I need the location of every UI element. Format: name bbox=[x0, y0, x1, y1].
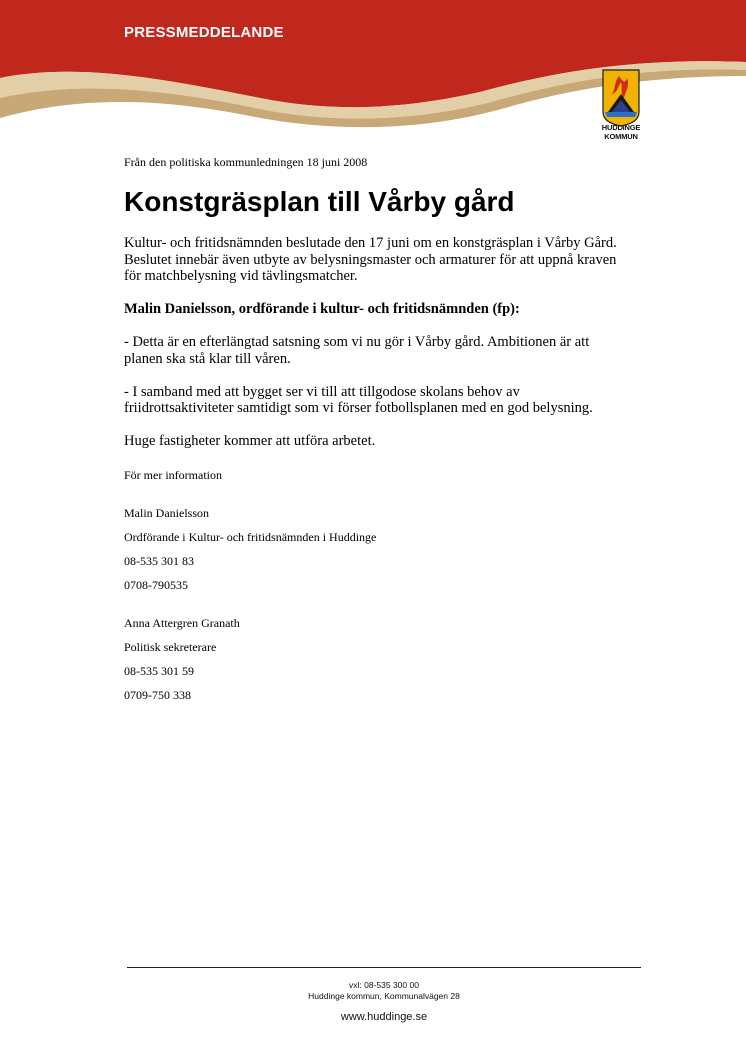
press-release-label: PRESSMEDDELANDE bbox=[124, 24, 284, 41]
contact-role: Ordförande i Kultur- och fritidsnämnden i Huddinge bbox=[124, 529, 377, 544]
contact-person-2 bbox=[124, 611, 624, 707]
footer-switchboard: vxl: 08-535 300 00 bbox=[349, 980, 419, 990]
huddinge-logo-text: HUDDINGE KOMMUN bbox=[601, 123, 641, 141]
contact-phone: 08-535 301 83 bbox=[124, 553, 194, 568]
contact-heading: För mer information bbox=[124, 467, 222, 482]
intro-paragraph-1: Kultur- och fritidsnämnden beslutade den 17 juni om en konstgräsplan i Vårby Gård. bbox=[124, 235, 617, 251]
press-release-body bbox=[124, 155, 624, 707]
footer-website-link[interactable]: www.huddinge.se bbox=[340, 1011, 428, 1023]
contact-name: Malin Danielsson bbox=[124, 505, 209, 520]
contact-role: Politisk sekreterare bbox=[124, 639, 217, 654]
speaker-line: Malin Danielsson, ordförande i kultur- och fritidsnämnden (fp): bbox=[124, 301, 520, 317]
contact-phone: 08-535 301 59 bbox=[124, 663, 194, 678]
contact-mobile: 0709-750 338 bbox=[124, 687, 191, 702]
footer-divider bbox=[127, 967, 641, 968]
page-title: Konstgräsplan till Vårby gård bbox=[124, 186, 515, 217]
page-footer bbox=[127, 980, 641, 1024]
closing-paragraph: Huge fastigheter kommer att utföra arbetet. bbox=[124, 433, 376, 449]
contact-person-1 bbox=[124, 501, 624, 597]
footer-address: Huddinge kommun, Kommunalvägen 28 bbox=[308, 991, 460, 1001]
intro-paragraph-2: Beslutet innebär även utbyte av belysningsmaster och armaturer för att uppnå kraven för matchbelysning vid tävlingsmatcher. bbox=[124, 251, 617, 284]
contact-name: Anna Attergren Granath bbox=[124, 615, 240, 630]
from-line: Från den politiska kommunledningen 18 juni 2008 bbox=[124, 155, 368, 169]
quote-paragraph-2: - I samband med att bygget ser vi till att tillgodose skolans behov av friidrottsaktiviteter samtidigt som vi förser fotbollsplanen med en god belysning. bbox=[124, 383, 593, 416]
contact-mobile: 0708-790535 bbox=[124, 577, 188, 592]
quote-paragraph-1: - Detta är en efterlängtad satsning som vi nu gör i Vårby gård. Ambitionen är att planen ska stå klar till våren. bbox=[124, 334, 590, 367]
